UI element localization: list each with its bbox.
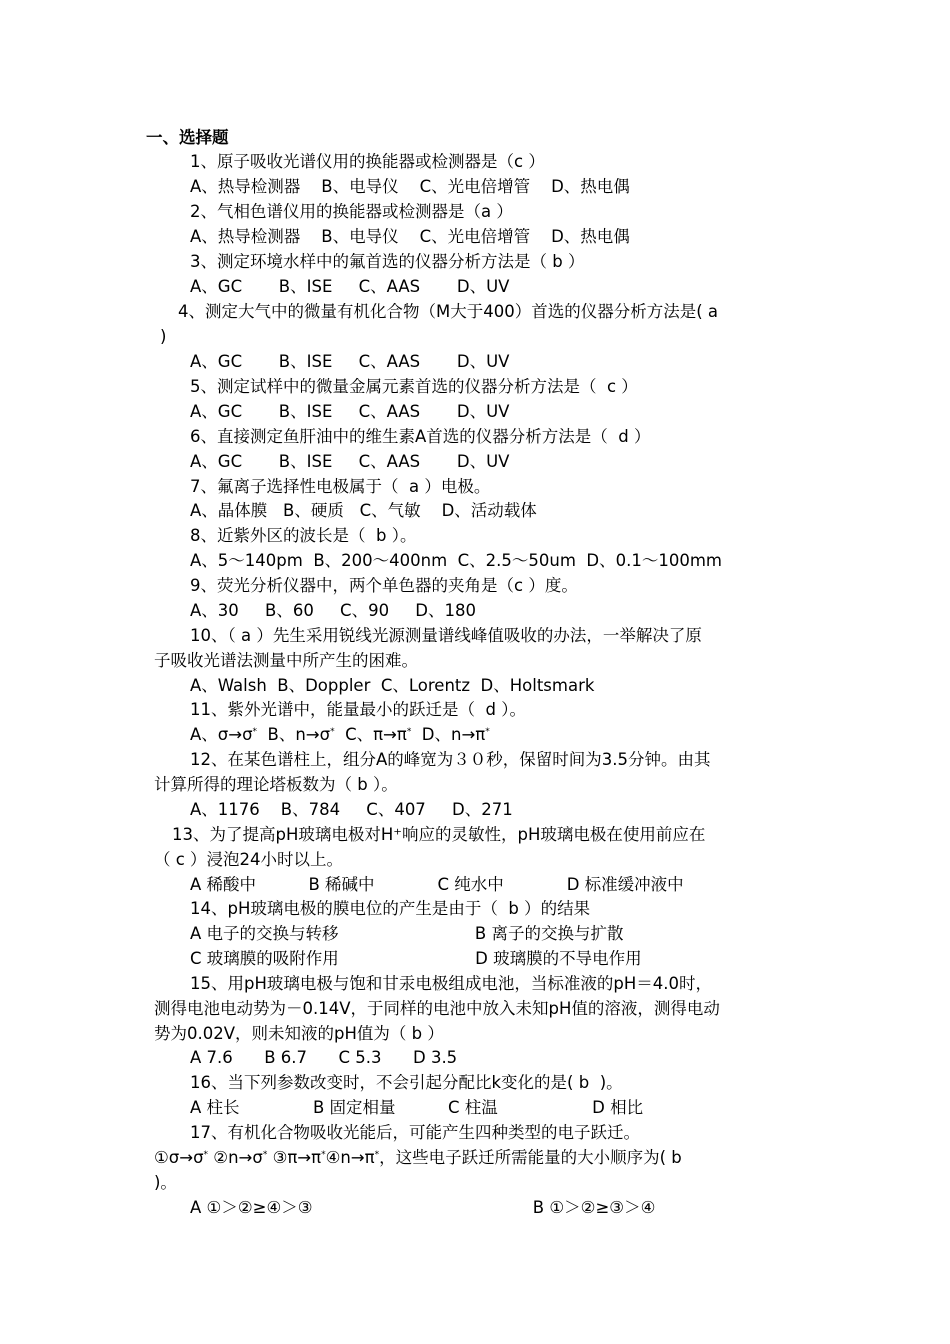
question-13: 13、为了提高pH玻璃电极对H⁺响应的灵敏性，pH玻璃电极在使用前应在 <box>172 825 706 844</box>
question-16-options: A 柱长 B 固定相量 C 柱温 D 相比 <box>190 1098 644 1117</box>
question-6: 6、直接测定鱼肝油中的维生素A首选的仪器分析方法是（ d ） <box>190 427 651 446</box>
question-8-options: A、5～140pm B、200～400nm C、2.5～50um D、0.1～100mm <box>190 551 723 570</box>
question-3-options: A、GC B、ISE C、AAS D、UV <box>190 277 510 296</box>
question-17-options: A ①＞②≥④＞③ B ①＞②≥③＞④ <box>190 1198 656 1217</box>
question-11: 11、紫外光谱中，能量最小的跃迁是（ d ）。 <box>190 700 526 719</box>
question-7: 7、氟离子选择性电极属于（ a ）电极。 <box>190 477 491 496</box>
question-7-options: A、晶体膜 B、硬质 C、气敏 D、活动载体 <box>190 501 537 520</box>
question-16: 16、当下列参数改变时，不会引起分配比k变化的是( b )。 <box>190 1073 623 1092</box>
question-1-options: A、热导检测器 B、电导仪 C、光电倍增管 D、热电偶 <box>190 177 630 196</box>
question-3: 3、测定环境水样中的氟首选的仪器分析方法是（ b ） <box>190 252 585 271</box>
question-4-cont: ) <box>160 327 167 346</box>
question-12-cont: 计算所得的理论塔板数为（ b ）。 <box>154 775 398 794</box>
question-6-options: A、GC B、ISE C、AAS D、UV <box>190 452 510 471</box>
question-15-options: A 7.6 B 6.7 C 5.3 D 3.5 <box>190 1048 458 1067</box>
question-14-options-cd: C 玻璃膜的吸附作用 D 玻璃膜的不导电作用 <box>190 949 642 968</box>
question-12: 12、在某色谱柱上，组分A的峰宽为３０秒，保留时间为3.5分钟。由其 <box>190 750 711 769</box>
question-9-options: A、30 B、60 C、90 D、180 <box>190 601 476 620</box>
question-1: 1、原子吸收光谱仪用的换能器或检测器是（c ） <box>190 152 545 171</box>
question-10-cont: 子吸收光谱法测量中所产生的困难。 <box>154 651 418 670</box>
question-9: 9、荧光分析仪器中，两个单色器的夹角是（c ）度。 <box>190 576 578 595</box>
question-13-cont: （ c ）浸泡24小时以上。 <box>154 850 344 869</box>
question-12-options: A、1176 B、784 C、407 D、271 <box>190 800 513 819</box>
section-title: 一、选择题 <box>146 128 229 147</box>
question-2: 2、气相色谱仪用的换能器或检测器是（a ） <box>190 202 513 221</box>
question-5: 5、测定试样中的微量金属元素首选的仪器分析方法是（ c ） <box>190 377 638 396</box>
question-4: 4、测定大气中的微量有机化合物（M大于400）首选的仪器分析方法是( a <box>178 302 719 321</box>
question-15-cont-1: 测得电池电动势为－0.14V，于同样的电池中放入未知pH值的溶液，测得电动 <box>154 999 720 1018</box>
question-13-options: A 稀酸中 B 稀碱中 C 纯水中 D 标准缓冲液中 <box>190 875 684 894</box>
question-15-cont-2: 势为0.02V，则未知液的pH值为（ b ） <box>154 1024 444 1043</box>
question-14: 14、pH玻璃电极的膜电位的产生是由于（ b ）的结果 <box>190 899 591 918</box>
question-11-options: A、σ→σ* B、n→σ* C、π→π* D、n→π* <box>190 725 490 744</box>
question-8: 8、近紫外区的波长是（ b ）。 <box>190 526 417 545</box>
question-15: 15、用pH玻璃电极与饱和甘汞电极组成电池，当标准液的pH＝4.0时， <box>190 974 712 993</box>
question-17-cont-2: )。 <box>154 1173 177 1192</box>
question-17: 17、有机化合物吸收光能后，可能产生四种类型的电子跃迁。 <box>190 1123 640 1142</box>
question-4-options: A、GC B、ISE C、AAS D、UV <box>190 352 510 371</box>
question-5-options: A、GC B、ISE C、AAS D、UV <box>190 402 510 421</box>
question-17-cont: ①σ→σ* ②n→σ* ③π→π*④n→π*，这些电子跃迁所需能量的大小顺序为( b <box>154 1148 682 1167</box>
question-10-options: A、Walsh B、Doppler C、Lorentz D、Holtsmark <box>190 676 595 695</box>
question-2-options: A、热导检测器 B、电导仪 C、光电倍增管 D、热电偶 <box>190 227 630 246</box>
question-10: 10、（ a ）先生采用锐线光源测量谱线峰值吸收的办法，一举解决了原 <box>190 626 702 645</box>
question-14-options-ab: A 电子的交换与转移 B 离子的交换与扩散 <box>190 924 624 943</box>
